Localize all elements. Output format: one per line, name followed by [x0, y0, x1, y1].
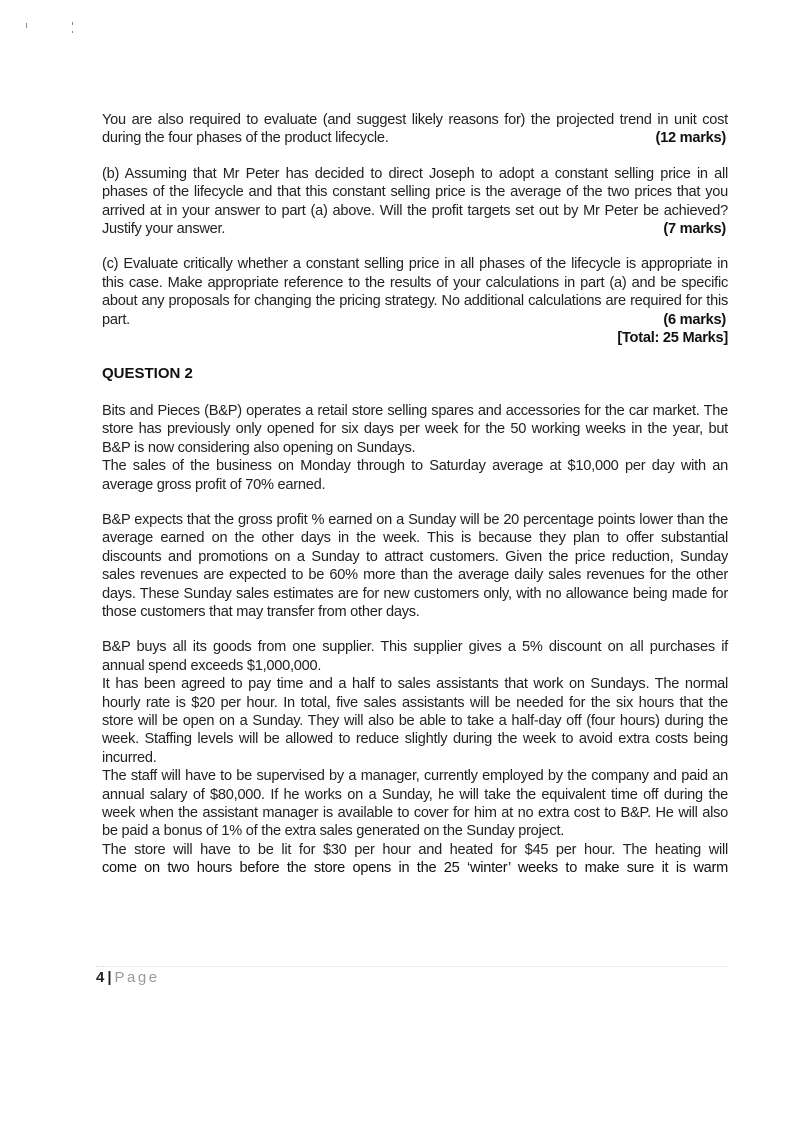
q2-paragraph-sunday-profit: B&P expects that the gross profit % earned on a Sunday will be 20 percentage points lower than the average earned on the other days in the week. This is because they plan to offer substantial discounts and promotions on a Sunday to attract customers. Given the price reduction, Sunday sales revenues are expected to be 60% more than the average daily sales revenues for the other days. These Sunday sales estimates are for new customers only, with no allowance being made for those customers that may transfer from other days.: [102, 511, 728, 620]
part-c-marks: (6 marks): [663, 311, 726, 328]
q2-paragraph-staff-pay: It has been agreed to pay time and a half to sales assistants that work on Sundays. The normal hourly rate is $20 per hour. In total, five sales assistants will be needed for the six hours that the store will be open on a Sunday. They will also be able to take a half-day off (four hours) during the week. Staffing levels will be allowed to reduce slightly during the week to avoid extra costs being incurred.: [102, 676, 728, 766]
question-2-heading: QUESTION 2: [102, 364, 193, 382]
q2-paragraph-sales: The sales of the business on Monday through to Saturday average at $10,000 per day with an average gross profit of 70% earned.: [102, 458, 728, 493]
page-number: 4: [96, 969, 105, 986]
part-c-marks-row: [102, 311, 728, 329]
scan-artifact-mark: [26, 23, 27, 28]
page-body: [102, 111, 728, 878]
q2-paragraph-supplier: B&P buys all its goods from one supplier. This supplier gives a 5% discount on all purchases if annual spend exceeds $1,000,000.: [102, 639, 728, 674]
page-separator: |: [107, 969, 112, 986]
scan-artifact-mark: [72, 22, 73, 25]
part-a-marks: (12 marks): [655, 130, 726, 147]
scan-artifact-mark: [72, 31, 73, 33]
question-total-marks: [Total: 25 Marks]: [617, 330, 728, 347]
part-c-text: (c) Evaluate critically whether a constant selling price in all phases of the lifecycle is appropriate in this case. Make appropriate reference to the results of your calculations in part (a) and be specific about any proposals for changing the pricing strategy. No additional calculations are required for this part.: [102, 256, 728, 328]
q2-paragraph-intro: Bits and Pieces (B&P) operates a retail store selling spares and accessories for the car market. The store has previously only opened for six days per week for the 50 working weeks in the year, but B&P is now considering also opening on Sundays.: [102, 402, 728, 456]
part-b-marks: (7 marks): [663, 221, 726, 238]
page-label: Page: [114, 969, 160, 986]
q2-paragraph-lighting: The store will have to be lit for $30 per hour and heated for $45 per hour. The heating will: [102, 841, 728, 858]
part-b-text: (b) Assuming that Mr Peter has decided to direct Joseph to adopt a constant selling price in all phases of the lifecycle and that this constant selling price is the average of the two prices that you arrived at in your answer to part (a) above. Will the profit targets set out by Mr Peter be achieved? Justify your answer.: [102, 165, 728, 238]
q2-paragraph-heating: come on two hours before the store opens in the 25 ‘winter’ weeks to make sure it is warm: [102, 860, 728, 877]
footer-divider: [96, 966, 728, 967]
q2-paragraph-manager: The staff will have to be supervised by a manager, currently employed by the company and paid an annual salary of $80,000. If he works on a Sunday, he will take the equivalent time off during the week when the assistant manager is available to cover for him at no extra cost to B&P. He will also be paid a bonus of 1% of the extra sales generated on the Sunday project.: [102, 768, 728, 840]
page-footer: [96, 969, 160, 986]
part-a-text: You are also required to evaluate (and suggest likely reasons for) the projected trend in unit cost during the four phases of the product lifecycle.: [102, 112, 728, 147]
